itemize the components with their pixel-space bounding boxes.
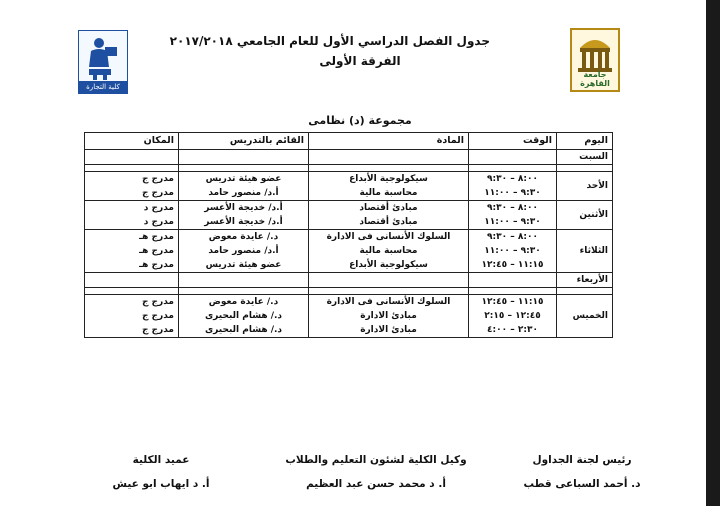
signature-role: رئيس لجنة الجداول [532,454,632,466]
empty-cell [179,273,309,288]
empty-cell [85,150,179,165]
instructor-cell: أ.د/ خديجة الأعسر [179,201,309,216]
schedule-body [85,150,613,338]
place-cell: مدرج هـ [85,258,179,273]
day-cell: الأربعاء [557,273,613,288]
day-cell: الأثنين [557,201,613,230]
time-cell: ٩:٣٠ – ١١:٠٠ [469,186,557,201]
table-header-row [85,133,613,150]
table-row [85,230,613,245]
empty-cell [85,273,179,288]
signature-block [276,454,476,490]
time-cell: ٩:٣٠ – ١١:٠٠ [469,244,557,258]
place-cell: مدرج د [85,201,179,216]
spacer-cell [179,288,309,295]
instructor-cell: أ.د/ منصور حامد [179,186,309,201]
instructor-cell: د./ هشام البحيرى [179,323,309,338]
table-row [85,186,613,201]
time-cell: ٩:٣٠ – ١١:٠٠ [469,215,557,230]
schedule-title: جدول الفصل الدراسي الأول للعام الجامعي ٢٠١٧/٢٠١٨ [169,34,490,48]
place-cell: مدرج ج [85,186,179,201]
column-header-place: المكان [85,133,179,150]
instructor-cell: أ.د/ منصور حامد [179,244,309,258]
time-cell: ١٢:٤٥ – ٢:١٥ [469,309,557,323]
time-cell: ٢:٣٠ – ٤:٠٠ [469,323,557,338]
column-header-time: الوقت [469,133,557,150]
spacer-cell [309,165,469,172]
empty-cell [469,273,557,288]
column-header-subject: المادة [309,133,469,150]
schedule-subtitle: الفرقة الأولى [319,54,401,68]
day-cell: الثلاثاء [557,230,613,273]
signature-block [522,454,642,490]
spacer-row [85,165,613,172]
subject-cell: سيكولوجية الأبداع [309,258,469,273]
day-cell: الخميس [557,295,613,338]
empty-cell [469,150,557,165]
scholar-figure-icon [79,31,127,81]
table-row [85,323,613,338]
day-cell: السبت [557,150,613,165]
subject-cell: مبادئ أقتصاد [309,201,469,216]
subject-cell: مبادئ الادارة [309,309,469,323]
place-cell: مدرج ج [85,295,179,310]
spacer-cell [309,288,469,295]
instructor-cell: د./ عايدة معوض [179,295,309,310]
subject-cell: مبادئ الادارة [309,323,469,338]
time-cell: ٨:٠٠ – ٩:٣٠ [469,230,557,245]
place-cell: مدرج هـ [85,244,179,258]
place-cell: مدرج د [85,215,179,230]
signature-person: د. أحمد السباعى قطب [523,478,641,490]
instructor-cell: عضو هيئة تدريس [179,258,309,273]
commerce-faculty-logo [78,30,128,94]
time-cell: ٨:٠٠ – ٩:٣٠ [469,201,557,216]
subject-cell: السلوك الأنسانى فى الادارة [309,295,469,310]
time-cell: ٨:٠٠ – ٩:٣٠ [469,172,557,187]
spacer-row [85,288,613,295]
schedule-table [84,132,613,338]
scan-edge [706,0,720,506]
table-row [85,273,613,288]
spacer-cell [85,288,179,295]
subject-cell: محاسبة مالية [309,244,469,258]
cairo-university-logo [570,28,620,92]
signature-person: أ. د محمد حسن عبد العظيم [306,478,446,490]
spacer-cell [469,165,557,172]
place-cell: مدرج هـ [85,230,179,245]
spacer-cell [469,288,557,295]
subject-cell: سيكولوجية الأبداع [309,172,469,187]
table-row [85,295,613,310]
place-cell: مدرج ج [85,172,179,187]
signature-role: عميد الكلية [132,454,190,466]
time-cell: ١١:١٥ – ١٢:٤٥ [469,295,557,310]
table-row [85,172,613,187]
table-row [85,244,613,258]
instructor-cell: أ.د/ خديجة الأعسر [179,215,309,230]
instructor-cell: عضو هيئة تدريس [179,172,309,187]
spacer-cell [85,165,179,172]
empty-cell [309,150,469,165]
table-row [85,258,613,273]
column-header-instructor: القائم بالتدريس [179,133,309,150]
place-cell: مدرج ج [85,309,179,323]
table-row [85,201,613,216]
subject-cell: محاسبة مالية [309,186,469,201]
signature-person: أ. د ايهاب ابو عيش [112,478,210,490]
subject-cell: السلوك الأنسانى فى الادارة [309,230,469,245]
spacer-cell [557,165,613,172]
table-row [85,150,613,165]
signature-block [96,454,226,490]
column-header-day: اليوم [557,133,613,150]
instructor-cell: د./ هشام البحيرى [179,309,309,323]
university-dome-icon [572,30,618,74]
right-logo-caption: جامعة القاهرة [580,70,610,88]
instructor-cell: د./ عايدة معوض [179,230,309,245]
subject-cell: مبادئ أقتصاد [309,215,469,230]
signature-role: وكيل الكلية لشئون التعليم والطلاب [285,454,467,466]
time-cell: ١١:١٥ – ١٢:٤٥ [469,258,557,273]
spacer-cell [557,288,613,295]
group-title: مجموعة (د) نظامى [308,114,412,127]
empty-cell [309,273,469,288]
table-row [85,309,613,323]
place-cell: مدرج ج [85,323,179,338]
spacer-cell [179,165,309,172]
day-cell: الأحد [557,172,613,201]
table-row [85,215,613,230]
left-logo-caption: كلية التجارة [79,81,127,93]
empty-cell [179,150,309,165]
